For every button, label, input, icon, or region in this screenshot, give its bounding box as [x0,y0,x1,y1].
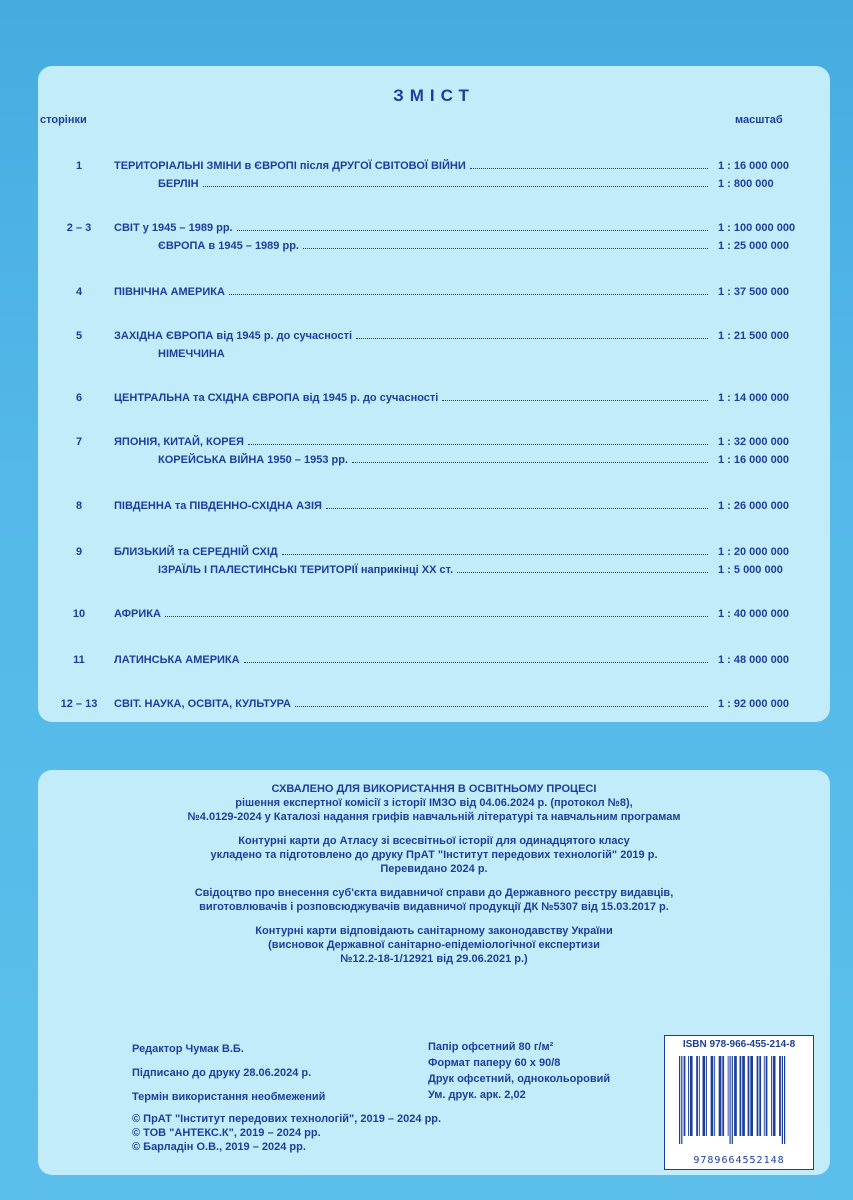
barcode-bar [773,1056,776,1136]
toc-title-cell [114,434,714,450]
toc-subentry [38,176,830,192]
barcode-bar [703,1056,706,1136]
sanitary-line: (висновок Державної санітарно-епідеміологічної експертизи [268,939,600,951]
pages-column-header: сторінки [40,114,87,126]
toc-entry [38,606,830,622]
scale-column-header: масштаб [735,114,783,126]
toc-entry-scale: 1 : 100 000 000 [718,222,796,234]
toc-entry [38,390,830,406]
paper-format: Формат паперу 60 x 90/8 [428,1057,561,1069]
toc-title-cell [114,498,714,514]
barcode-bar [706,1056,707,1136]
leader-dots [237,220,708,231]
barcode-number: 9789664552148 [693,1155,785,1166]
prepared-block [38,834,830,876]
barcode-bar [742,1056,745,1136]
toc-subtitle-cell [158,346,714,362]
toc-page-number: 11 [73,654,85,666]
toc-entry [38,696,830,712]
toc-subentry-title: БЕРЛІН [158,178,199,190]
barcode-bar [734,1056,737,1136]
leader-dots [282,544,708,555]
barcode-bar [690,1056,693,1136]
toc-entry [38,328,830,344]
toc-subentry-title: ЄВРОПА в 1945 – 1989 рр. [158,240,299,252]
toc-page-number: 10 [72,608,86,620]
toc-subentry [38,238,830,254]
sanitary-line: №12.2-18-1/12921 від 29.06.2021 р.) [340,953,528,965]
copyright-line: © ПрАТ "Інститут передових технологій", 2019 – 2024 рр. [132,1113,442,1125]
toc-subtitle-cell [158,562,714,578]
leader-dots [356,328,708,339]
certificate-line: Свідоцтво про внесення суб'єкта видавничої справи до Державного реєстру видавців, [194,887,674,899]
toc-entry [38,158,830,174]
toc-subentry [38,346,830,362]
certificate-line: виготовлювачів і розповсюджувачів видавничої продукції ДК №5307 від 15.03.2017 р. [199,901,669,913]
toc-entry-title: СВІТ у 1945 – 1989 рр. [114,222,233,234]
leader-dots [352,452,708,463]
leader-dots [442,390,708,401]
toc-title: ЗМІСТ [393,86,475,105]
sanitary-line: Контурні карти відповідають санітарному законодавству України [255,925,613,937]
paper-spec: Папір офсетний 80 г/м² [428,1041,554,1053]
toc-page-number: 2 – 3 [66,222,92,234]
usage-term: Термін використання необмежений [132,1091,326,1103]
toc-entry [38,434,830,450]
copyright-line: © Барладін О.В., 2019 – 2024 рр. [132,1141,306,1153]
toc-title-cell [114,390,714,406]
toc-entry [38,220,830,236]
toc-entry [38,498,830,514]
toc-page-number: 6 [75,392,83,404]
toc-entry-title: ЦЕНТРАЛЬНА та СХІДНА ЄВРОПА від 1945 р. до сучасності [114,392,439,404]
toc-entry-title: СВІТ. НАУКА, ОСВІТА, КУЛЬТУРА [114,698,291,710]
prepared-line: Перевидано 2024 р. [380,863,488,875]
barcode-bar [771,1056,772,1136]
toc-entry-scale: 1 : 21 500 000 [718,330,789,342]
toc-entry-scale: 1 : 48 000 000 [718,654,789,666]
toc-title-cell [114,696,714,712]
copyright-line: © ТОВ "АНТЕКС.К", 2019 – 2024 рр. [132,1127,321,1139]
barcode-bar [681,1056,682,1144]
barcode-bar [759,1056,761,1136]
barcode-bar [779,1056,781,1136]
barcode-bar [711,1056,714,1136]
barcode-bar [764,1056,765,1136]
barcode-bar [784,1056,785,1144]
toc-title-cell [114,158,714,174]
toc-panel [38,66,830,722]
barcode-bar [740,1056,742,1136]
toc-page-number: 8 [75,500,83,512]
barcode-bar [728,1056,729,1136]
barcode-bar [722,1056,724,1136]
toc-page-number: 9 [75,546,83,558]
approval-block [38,782,830,824]
prepared-line: укладено та підготовлено до друку ПрАТ "Інститут передових технологій" 2019 р. [210,849,658,861]
toc-entry [38,652,830,668]
leader-dots [244,652,708,663]
toc-title-cell [114,606,714,622]
toc-title-cell [114,544,714,560]
toc-entry-scale: 1 : 40 000 000 [718,608,789,620]
approval-line: №4.0129-2024 у Каталозі надання грифів навчальній літературі та навчальним програмам [187,811,681,823]
toc-entry-title: БЛИЗЬКИЙ та СЕРЕДНІЙ СХІД [114,546,278,558]
toc-subtitle-cell [158,238,714,254]
barcode-bar [732,1056,733,1144]
toc-entry-title: ЗАХІДНА ЄВРОПА від 1945 р. до сучасності [114,330,353,342]
toc-subtitle-cell [158,452,714,468]
toc-entry-title: ПІВДЕННА та ПІВДЕННО-СХІДНА АЗІЯ [114,500,322,512]
certificate-block [38,886,830,914]
toc-subentry-title: ІЗРАЇЛЬ І ПАЛЕСТИНСЬКІ ТЕРИТОРІЇ наприкінці XX ст. [158,564,454,576]
barcode-bar [719,1056,722,1136]
toc-entry-scale: 1 : 14 000 000 [718,392,789,404]
leader-dots [303,238,708,249]
toc-entry-scale: 1 : 26 000 000 [718,500,789,512]
toc-subentry-scale: 1 : 25 000 000 [718,240,789,252]
toc-entry [38,544,830,560]
toc-page-number: 12 – 13 [60,698,98,710]
barcode-bar [688,1056,689,1136]
toc-page-number: 4 [75,286,83,298]
leader-dots [470,158,708,169]
sanitary-block [38,924,830,966]
toc-title-cell [114,328,714,344]
toc-page-number: 5 [75,330,83,342]
leader-dots [457,562,708,573]
toc-title-cell [114,220,714,236]
copyright-block [132,1112,441,1154]
prepared-line: Контурні карти до Атласу зі всесвітньої історії для одинадцятого класу [238,835,630,847]
publication-info-panel [38,770,830,1175]
editor: Редактор Чумак В.Б. [132,1043,244,1055]
toc-subentry [38,562,830,578]
barcode-bar [750,1056,753,1136]
toc-subentry-title: КОРЕЙСЬКА ВІЙНА 1950 – 1953 рр. [158,454,348,466]
toc-subentry-scale: 1 : 16 000 000 [718,454,789,466]
toc-title-cell [114,652,714,668]
barcode-bar [699,1056,700,1136]
barcode-bar [748,1056,750,1136]
approval-line: рішення експертної комісії з історії ІМЗО від 04.06.2024 р. (протокол №8), [235,797,633,809]
barcode-bar [757,1056,759,1136]
barcode-bar [684,1056,686,1136]
toc-entry-scale: 1 : 32 000 000 [718,436,789,448]
toc-entry [38,284,830,300]
barcode-bar [766,1056,768,1136]
toc-entry-title: ЛАТИНСЬКА АМЕРИКА [114,654,240,666]
toc-entry-title: АФРИКА [114,608,161,620]
toc-page-number: 7 [75,436,83,448]
leader-dots [326,498,708,509]
leader-dots [248,434,708,445]
toc-entry-title: ПІВНІЧНА АМЕРИКА [114,286,225,298]
leader-dots [229,284,708,295]
barcode-bar [696,1056,698,1136]
toc-entry-title: ТЕРИТОРІАЛЬНІ ЗМІНИ в ЄВРОПІ після ДРУГОЇ СВІТОВОЇ ВІЙНИ [114,160,466,172]
leader-dots [203,176,708,187]
toc-entry-scale: 1 : 37 500 000 [718,286,789,298]
isbn-barcode [664,1035,814,1170]
toc-entry-scale: 1 : 92 000 000 [718,698,789,710]
leader-dots [295,696,708,707]
isbn-label: ISBN 978-966-455-214-8 [682,1039,796,1050]
leader-dots [165,606,708,617]
barcode-bar [782,1056,783,1144]
print-sheets: Ум. друк. арк. 2,02 [428,1089,526,1101]
toc-title-cell [114,284,714,300]
toc-subentry-title: НІМЕЧЧИНА [158,348,225,360]
barcode-bar [679,1056,680,1144]
toc-entry-scale: 1 : 16 000 000 [718,160,789,172]
toc-entry-title: ЯПОНІЯ, КИТАЙ, КОРЕЯ [114,436,244,448]
print-type: Друк офсетний, однокольоровий [428,1073,611,1085]
toc-subentry-scale: 1 : 800 000 [718,178,774,190]
signed-date: Підписано до друку 28.06.2024 р. [132,1067,312,1079]
barcode-bar [714,1056,715,1136]
barcode-icon [673,1056,807,1151]
toc-entry-scale: 1 : 20 000 000 [718,546,789,558]
toc-page-number: 1 [75,160,83,172]
approval-line: СХВАЛЕНО ДЛЯ ВИКОРИСТАННЯ В ОСВІТНЬОМУ ПРОЦЕСІ [271,783,597,795]
toc-subentry [38,452,830,468]
toc-subentry-scale: 1 : 5 000 000 [718,564,783,576]
toc-subtitle-cell [158,176,714,192]
barcode-bar [730,1056,731,1144]
